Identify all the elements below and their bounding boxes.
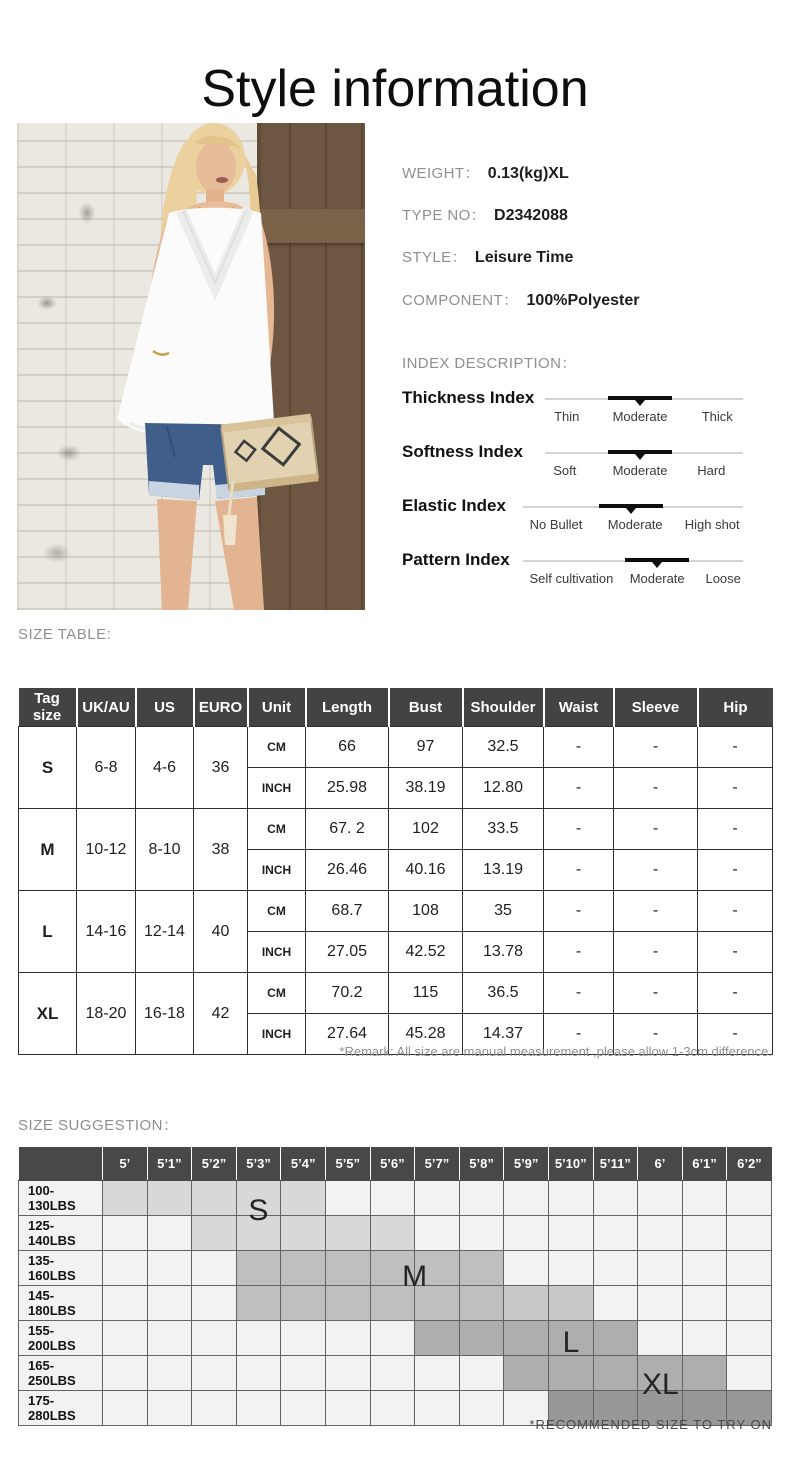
weight-label: 165-250LBS: [19, 1356, 103, 1391]
suggestion-cell: [325, 1286, 370, 1321]
index-label: Pattern Index: [402, 550, 510, 569]
size-L-tag: L: [19, 891, 77, 973]
suggestion-cell: [548, 1286, 593, 1321]
suggestion-cell: [281, 1286, 326, 1321]
size-table-row: [19, 809, 773, 850]
cell-XL-INCH-length: 27.64: [306, 1014, 389, 1055]
zone-label-XL: XL: [641, 1368, 679, 1402]
size-table-row: [19, 891, 773, 932]
cell-M-INCH-waist: -: [544, 850, 614, 891]
suggestion-row: [19, 1216, 772, 1251]
product-photo: [17, 123, 365, 610]
suggestion-cell: [638, 1251, 683, 1286]
cell-S-CM-hip: -: [698, 727, 773, 768]
index-slider: [523, 552, 743, 586]
suggestion-cell: [147, 1356, 192, 1391]
cell-L-INCH-length: 27.05: [306, 932, 389, 973]
suggestion-cell: [192, 1181, 237, 1216]
size-suggestion-chart: [18, 1147, 772, 1426]
size-S-uk: 6-8: [77, 727, 136, 809]
index-row-pattern-index: [402, 550, 772, 604]
suggestion-cell: [147, 1321, 192, 1356]
size-table-header-hip: Hip: [698, 688, 773, 727]
suggestion-cell: [370, 1356, 415, 1391]
suggestion-cell: [325, 1216, 370, 1251]
cell-M-CM-waist: -: [544, 809, 614, 850]
suggestion-cell: [370, 1216, 415, 1251]
suggestion-cell: [192, 1286, 237, 1321]
detail-label: STYLE：: [402, 249, 467, 266]
cell-M-CM-bust: 102: [389, 809, 463, 850]
suggestion-cell: [325, 1181, 370, 1216]
cell-S-INCH-bust: 38.19: [389, 768, 463, 809]
suggestion-cell: [548, 1251, 593, 1286]
slider-option-label: Moderate: [629, 571, 685, 586]
suggestion-cell: [103, 1181, 148, 1216]
cell-S-CM-shoulder: 32.5: [463, 727, 544, 768]
cell-M-INCH-bust: 40.16: [389, 850, 463, 891]
suggestion-cell: [103, 1251, 148, 1286]
suggestion-cell: [459, 1216, 504, 1251]
slider-marker-icon: [626, 508, 636, 514]
weight-label: 100-130LBS: [19, 1181, 103, 1216]
suggestion-cell: [548, 1356, 593, 1391]
size-M-uk: 10-12: [77, 809, 136, 891]
index-label: Softness Index: [402, 442, 523, 461]
suggestion-cell: [236, 1286, 281, 1321]
model-figure: [17, 123, 365, 610]
size-M-us: 8-10: [136, 809, 194, 891]
cell-S-INCH-sleeve: -: [614, 768, 698, 809]
suggestion-cell: [325, 1251, 370, 1286]
cell-S-CM-waist: -: [544, 727, 614, 768]
weight-label: 175-280LBS: [19, 1391, 103, 1426]
cell-L-INCH-unit: INCH: [248, 932, 306, 973]
suggestion-header-height: 6’: [638, 1147, 683, 1181]
detail-component: [402, 289, 639, 310]
slider-marker-icon: [635, 400, 645, 406]
suggestion-cell: [281, 1216, 326, 1251]
suggestion-cell: [727, 1216, 772, 1251]
suggestion-cell: [281, 1356, 326, 1391]
size-table-heading: SIZE TABLE:: [18, 626, 112, 643]
cell-XL-INCH-sleeve: -: [614, 1014, 698, 1055]
suggestion-cell: [593, 1286, 638, 1321]
cell-S-CM-sleeve: -: [614, 727, 698, 768]
suggestion-cell: [281, 1251, 326, 1286]
size-L-euro: 40: [194, 891, 248, 973]
index-label: Thickness Index: [402, 388, 535, 407]
suggestion-cell: [682, 1181, 727, 1216]
suggestion-header-height: 5’11”: [593, 1147, 638, 1181]
cell-L-CM-bust: 108: [389, 891, 463, 932]
suggestion-cell: [593, 1356, 638, 1391]
size-table-header-length: Length: [306, 688, 389, 727]
suggestion-header-height: 5’10”: [548, 1147, 593, 1181]
size-XL-uk: 18-20: [77, 973, 136, 1055]
suggestion-header-height: 5’9”: [504, 1147, 549, 1181]
cell-S-INCH-unit: INCH: [248, 768, 306, 809]
suggestion-cell: [370, 1321, 415, 1356]
index-row-elastic-index: [402, 496, 772, 550]
cell-M-CM-hip: -: [698, 809, 773, 850]
suggestion-cell: [504, 1216, 549, 1251]
size-S-us: 4-6: [136, 727, 194, 809]
suggestion-cell: [682, 1251, 727, 1286]
suggestion-cell: [593, 1251, 638, 1286]
suggestion-cell: [147, 1181, 192, 1216]
suggestion-cell: [593, 1321, 638, 1356]
suggestion-cell: [504, 1356, 549, 1391]
cell-XL-INCH-unit: INCH: [248, 1014, 306, 1055]
suggestion-cell: [192, 1251, 237, 1286]
suggestion-cell: [415, 1216, 460, 1251]
size-table: [18, 688, 772, 1055]
weight-label: 125-140LBS: [19, 1216, 103, 1251]
suggestion-header-height: 5’5”: [325, 1147, 370, 1181]
suggestion-header-height: 6’1”: [682, 1147, 727, 1181]
cell-S-INCH-length: 25.98: [306, 768, 389, 809]
suggestion-cell: [459, 1356, 504, 1391]
product-details-panel: [402, 150, 772, 620]
slider-option-label: Loose: [705, 571, 741, 586]
suggestion-header-height: 6’2”: [727, 1147, 772, 1181]
size-table-header-shoulder: Shoulder: [463, 688, 544, 727]
suggestion-cell: [103, 1286, 148, 1321]
zone-label-L: L: [562, 1325, 580, 1359]
slider-option-label: Moderate: [612, 463, 668, 478]
cell-XL-INCH-waist: -: [544, 1014, 614, 1055]
cell-XL-INCH-shoulder: 14.37: [463, 1014, 544, 1055]
size-table-header-tag-size: Tag size: [19, 688, 77, 727]
cell-XL-CM-waist: -: [544, 973, 614, 1014]
cell-XL-CM-length: 70.2: [306, 973, 389, 1014]
cell-M-INCH-unit: INCH: [248, 850, 306, 891]
suggestion-cell: [236, 1321, 281, 1356]
size-L-uk: 14-16: [77, 891, 136, 973]
size-L-us: 12-14: [136, 891, 194, 973]
cell-S-CM-length: 66: [306, 727, 389, 768]
cell-S-CM-unit: CM: [248, 727, 306, 768]
cell-L-INCH-waist: -: [544, 932, 614, 973]
index-row-softness-index: [402, 442, 772, 496]
index-description-heading: INDEX DESCRIPTION：: [402, 355, 577, 372]
suggestion-header-height: 5’4”: [281, 1147, 326, 1181]
detail-value: D2342088: [494, 207, 568, 224]
suggestion-cell: [638, 1181, 683, 1216]
cell-L-INCH-sleeve: -: [614, 932, 698, 973]
suggestion-cell: [281, 1321, 326, 1356]
detail-label: TYPE NO：: [402, 207, 487, 224]
detail-label: COMPONENT：: [402, 292, 519, 309]
suggestion-cell: [147, 1286, 192, 1321]
suggestion-cell: [638, 1216, 683, 1251]
detail-label: WEIGHT：: [402, 165, 480, 182]
suggestion-cell: [638, 1321, 683, 1356]
suggestion-cell: [415, 1181, 460, 1216]
suggestion-cell: [370, 1181, 415, 1216]
suggestion-cell: [103, 1321, 148, 1356]
suggestion-cell: [147, 1216, 192, 1251]
suggestion-header-height: 5’2”: [192, 1147, 237, 1181]
suggestion-cell: [325, 1321, 370, 1356]
cell-XL-CM-bust: 115: [389, 973, 463, 1014]
index-label: Elastic Index: [402, 496, 506, 515]
suggestion-cell: [548, 1216, 593, 1251]
suggestion-cell: [682, 1356, 727, 1391]
suggestion-row: [19, 1286, 772, 1321]
suggestion-header-height: 5’8”: [459, 1147, 504, 1181]
slider-option-label: High shot: [684, 517, 740, 532]
slider-option-label: Moderate: [607, 517, 663, 532]
suggestion-header-height: 5’3”: [236, 1147, 281, 1181]
detail-style: [402, 246, 573, 267]
cell-M-CM-unit: CM: [248, 809, 306, 850]
suggestion-cell: [236, 1356, 281, 1391]
suggestion-cell: [727, 1356, 772, 1391]
size-S-euro: 36: [194, 727, 248, 809]
slider-option-label: Moderate: [612, 409, 668, 424]
size-XL-us: 16-18: [136, 973, 194, 1055]
suggestion-cell: [459, 1181, 504, 1216]
suggestion-cell: [192, 1216, 237, 1251]
size-M-euro: 38: [194, 809, 248, 891]
suggestion-row: [19, 1251, 772, 1286]
cell-M-INCH-hip: -: [698, 850, 773, 891]
detail-type-no: [402, 204, 568, 225]
cell-L-INCH-shoulder: 13.78: [463, 932, 544, 973]
cell-L-CM-hip: -: [698, 891, 773, 932]
index-slider: [545, 390, 743, 424]
cell-L-INCH-hip: -: [698, 932, 773, 973]
cell-L-CM-unit: CM: [248, 891, 306, 932]
size-table-header-waist: Waist: [544, 688, 614, 727]
size-table-header-euro: EURO: [194, 688, 248, 727]
suggestion-header-height: 5’7”: [415, 1147, 460, 1181]
cell-XL-CM-shoulder: 36.5: [463, 973, 544, 1014]
slider-option-label: Soft: [553, 463, 577, 478]
size-M-tag: M: [19, 809, 77, 891]
suggestion-cell: [459, 1321, 504, 1356]
suggestion-cell: [727, 1321, 772, 1356]
suggestion-cell: [727, 1181, 772, 1216]
size-table-header-unit: Unit: [248, 688, 306, 727]
slider-option-label: Thick: [701, 409, 733, 424]
suggestion-cell: [682, 1216, 727, 1251]
weight-label: 145-180LBS: [19, 1286, 103, 1321]
weight-label: 135-160LBS: [19, 1251, 103, 1286]
cell-L-CM-sleeve: -: [614, 891, 698, 932]
cell-M-CM-sleeve: -: [614, 809, 698, 850]
suggestion-cell: [504, 1181, 549, 1216]
slider-option-label: Thin: [554, 409, 580, 424]
suggestion-header-empty: [19, 1147, 103, 1181]
suggestion-header-height: 5’6”: [370, 1147, 415, 1181]
size-table-header-us: US: [136, 688, 194, 727]
cell-L-CM-waist: -: [544, 891, 614, 932]
suggestion-cell: [727, 1286, 772, 1321]
size-table-row: [19, 973, 773, 1014]
size-suggestion-footnote: *RECOMMENDED SIZE TO TRY ON: [529, 1417, 772, 1432]
suggestion-row: [19, 1321, 772, 1356]
cell-XL-CM-unit: CM: [248, 973, 306, 1014]
cell-XL-CM-hip: -: [698, 973, 773, 1014]
cell-M-INCH-sleeve: -: [614, 850, 698, 891]
suggestion-header-height: 5’1”: [147, 1147, 192, 1181]
slider-option-label: No Bullet: [529, 517, 583, 532]
suggestion-cell: [147, 1251, 192, 1286]
suggestion-cell: [281, 1181, 326, 1216]
size-suggestion-heading: SIZE SUGGESTION：: [18, 1117, 179, 1134]
suggestion-cell: [415, 1356, 460, 1391]
suggestion-cell: [325, 1356, 370, 1391]
suggestion-cell: [548, 1181, 593, 1216]
cell-M-INCH-length: 26.46: [306, 850, 389, 891]
suggestion-cell: [459, 1251, 504, 1286]
cell-L-CM-shoulder: 35: [463, 891, 544, 932]
suggestion-cell: [638, 1286, 683, 1321]
suggestion-cell: [504, 1286, 549, 1321]
size-table-row: [19, 727, 773, 768]
detail-value: Leisure Time: [474, 249, 574, 266]
zone-label-S: S: [248, 1193, 269, 1227]
cell-L-CM-length: 68.7: [306, 891, 389, 932]
size-table-header-sleeve: Sleeve: [614, 688, 698, 727]
suggestion-cell: [192, 1356, 237, 1391]
slider-marker-icon: [635, 454, 645, 460]
suggestion-cell: [682, 1321, 727, 1356]
cell-XL-INCH-bust: 45.28: [389, 1014, 463, 1055]
size-table-header-uk-au: UK/AU: [77, 688, 136, 727]
cell-XL-CM-sleeve: -: [614, 973, 698, 1014]
suggestion-cell: [103, 1356, 148, 1391]
zone-label-M: M: [402, 1259, 428, 1293]
suggestion-header-height: 5’: [103, 1147, 148, 1181]
page-title: Style information: [201, 59, 589, 118]
cell-S-INCH-hip: -: [698, 768, 773, 809]
suggestion-cell: [727, 1251, 772, 1286]
suggestion-cell: [504, 1321, 549, 1356]
cell-S-INCH-waist: -: [544, 768, 614, 809]
cell-M-INCH-shoulder: 13.19: [463, 850, 544, 891]
suggestion-cell: [593, 1216, 638, 1251]
slider-option-label: Hard: [697, 463, 726, 478]
cell-S-CM-bust: 97: [389, 727, 463, 768]
suggestion-cell: [103, 1216, 148, 1251]
size-S-tag: S: [19, 727, 77, 809]
suggestion-cell: [593, 1181, 638, 1216]
detail-weight: [402, 162, 569, 183]
detail-value: 0.13(kg)XL: [487, 165, 569, 182]
size-XL-tag: XL: [19, 973, 77, 1055]
cell-L-INCH-bust: 42.52: [389, 932, 463, 973]
slider-option-label: Self cultivation: [529, 571, 614, 586]
cell-XL-INCH-hip: -: [698, 1014, 773, 1055]
size-table-remark: *Remark: All size are manual measurement ,please allow 1-3cm difference.: [339, 1044, 772, 1059]
suggestion-cell: [682, 1286, 727, 1321]
suggestion-cell: [415, 1321, 460, 1356]
cell-M-CM-shoulder: 33.5: [463, 809, 544, 850]
size-XL-euro: 42: [194, 973, 248, 1055]
index-row-thickness-index: [402, 388, 772, 442]
index-slider: [545, 444, 743, 478]
cell-S-INCH-shoulder: 12.80: [463, 768, 544, 809]
suggestion-cell: [459, 1286, 504, 1321]
suggestion-cell: [192, 1321, 237, 1356]
slider-marker-icon: [652, 562, 662, 568]
cell-M-CM-length: 67. 2: [306, 809, 389, 850]
index-slider: [523, 498, 743, 532]
suggestion-row: [19, 1181, 772, 1216]
weight-label: 155-200LBS: [19, 1321, 103, 1356]
suggestion-cell: [236, 1251, 281, 1286]
size-table-header-bust: Bust: [389, 688, 463, 727]
detail-value: 100%Polyester: [526, 292, 640, 309]
suggestion-cell: [504, 1251, 549, 1286]
